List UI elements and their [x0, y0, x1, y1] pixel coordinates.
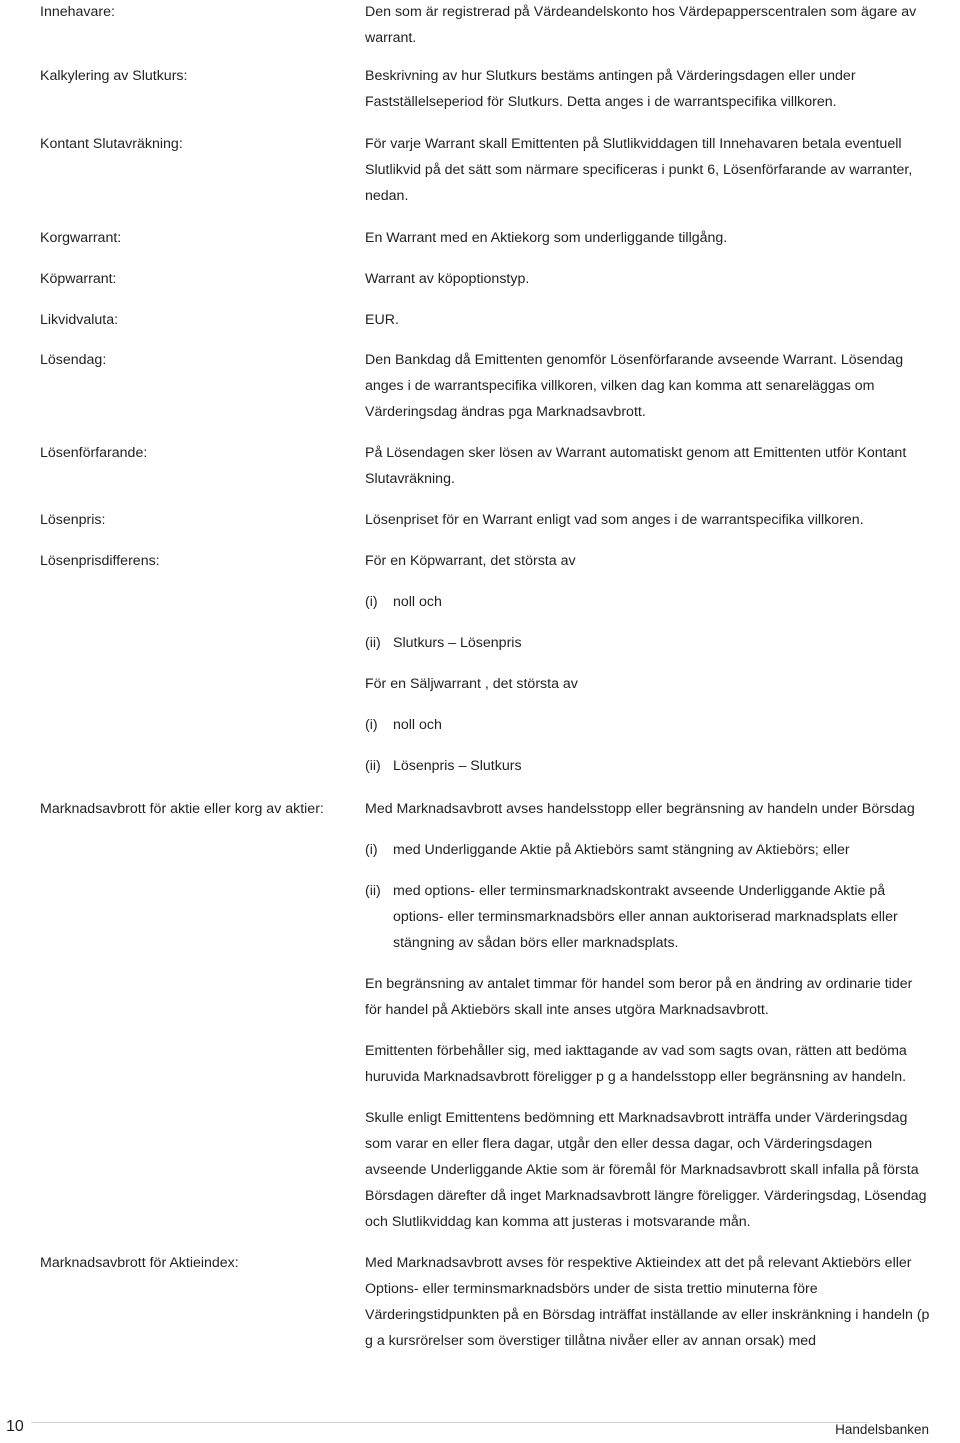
definition-text — [365, 307, 930, 333]
definition-paragraph: Den som är registrerad på Värdeandelskonto hos Värdepapperscentralen som ägare av warrant. — [365, 4, 917, 46]
definition-text — [365, 507, 930, 533]
definition-paragraph: Skulle enligt Emittentens bedömning ett Marknadsavbrott inträffa under Värderingsdag som varar en eller flera dagar, utgår den eller dessa dagar, och Värderingsdagen avseende Underliggande Aktie som är föremål för Marknadsavbrott skall infalla på första Börsdagen därefter då inget Marknadsavbrott längre föreligger. Värderingsdag, Lösendag och Slutlikviddag kan komma att justeras i motsvarande mån. — [365, 1110, 927, 1230]
list-item-number: (ii) — [365, 883, 381, 899]
definition-paragraph: En begränsning av antalet timmar för handel som beror på en ändring av ordinarie tider för handel på Aktiebörs skall inte anses utgöra Marknadsavbrott. — [365, 976, 913, 1018]
definition-paragraph: Beskrivning av hur Slutkurs bestäms antingen på Värderingsdagen eller under Fastställelseperiod för Slutkurs. Detta anges i de warrantspecifika villkoren. — [365, 68, 856, 110]
definition-paragraph: Den Bankdag då Emittenten genomför Lösenförfarande avseende Warrant. Lösendag anges i de warrantspecifika villkoren, vilken dag kan komma att senareläggas om Värderingsdag ändras pga Marknadsavbrott. — [365, 352, 904, 420]
definition-text — [365, 225, 930, 251]
list-item — [365, 837, 930, 863]
definition-paragraph: Lösenpriset för en Warrant enligt vad som anges i de warrantspecifika villkoren. — [365, 512, 864, 528]
term-label: Köpwarrant: — [40, 271, 117, 287]
term-label: Kalkylering av Slutkurs: — [40, 68, 188, 84]
definition-paragraph: En Warrant med en Aktiekorg som underliggande tillgång. — [365, 230, 728, 246]
term-label: Kontant Slutavräkning: — [40, 136, 183, 152]
definition-text — [365, 1250, 930, 1354]
term-label: Lösenprisdifferens: — [40, 553, 160, 569]
list-item — [365, 878, 930, 956]
definition-paragraph: För varje Warrant skall Emittenten på Slutlikviddagen till Innehavaren betala eventuell Slutlikvid på det sätt som närmare specificeras i punkt 6, Lösenförfarande av warranter, nedan. — [365, 136, 913, 204]
definition-text — [365, 440, 930, 492]
definition-paragraph: För en Säljwarrant , det största av — [365, 676, 578, 692]
footer-divider — [31, 1422, 869, 1423]
definition-text — [365, 63, 930, 115]
list-item-number: (i) — [365, 594, 378, 610]
definition-paragraph: Warrant av köpoptionstyp. — [365, 271, 530, 287]
definition-paragraph: För en Köpwarrant, det största av — [365, 553, 576, 569]
term-label: Lösendag: — [40, 352, 107, 368]
footer-brand: Handelsbanken — [835, 1422, 929, 1437]
list-item-text: Slutkurs – Lösenpris — [393, 635, 522, 651]
definition-paragraph: Med Marknadsavbrott avses handelsstopp eller begränsning av handeln under Börsdag — [365, 801, 915, 817]
list-item-text: med options- eller terminsmarknadskontrakt avseende Underliggande Aktie på options- eller terminsmarknadsbörs eller annan auktoriserad marknadsplats eller stängning av sådan börs eller marknadsplats. — [393, 883, 898, 951]
list-item — [365, 753, 930, 779]
page-number: 10 — [6, 1418, 24, 1435]
definition-paragraph: Med Marknadsavbrott avses för respektive Aktieindex att det på relevant Aktiebörs eller Options- eller terminsmarknadsbörs under de sista trettio minuterna före Värderingstidpunkten på en Börsdag inträffat inställande av eller inskränkning i handeln (p g a kursrörelser som överstiger tillåtna nivåer eller av annan orsak) med — [365, 1255, 930, 1349]
term-label: Innehavare: — [40, 4, 115, 20]
term-label: Marknadsavbrott för Aktieindex: — [40, 1255, 239, 1271]
term-label: Lösenförfarande: — [40, 445, 148, 461]
definition-text — [365, 796, 930, 1235]
definition-text — [365, 266, 930, 292]
definition-text — [365, 0, 930, 51]
definition-paragraph: På Lösendagen sker lösen av Warrant automatiskt genom att Emittenten utför Kontant Slutavräkning. — [365, 445, 907, 487]
list-item-text: noll och — [393, 717, 442, 733]
list-item — [365, 712, 930, 738]
term-label: Likvidvaluta: — [40, 312, 119, 328]
list-item-text: med Underliggande Aktie på Aktiebörs samt stängning av Aktiebörs; eller — [393, 842, 850, 858]
list-item-number: (i) — [365, 842, 378, 858]
list-item-text: Lösenpris – Slutkurs — [393, 758, 522, 774]
definition-paragraph: Emittenten förbehåller sig, med iakttagande av vad som sagts ovan, rätten att bedöma huruvida Marknadsavbrott föreligger p g a handelsstopp eller begränsning av handeln. — [365, 1043, 907, 1085]
list-item-text: noll och — [393, 594, 442, 610]
definition-text — [365, 131, 930, 209]
term-label: Lösenpris: — [40, 512, 106, 528]
list-item — [365, 630, 930, 656]
term-label: Marknadsavbrott för aktie eller korg av aktier: — [40, 801, 324, 817]
list-item-number: (i) — [365, 717, 378, 733]
definition-text — [365, 347, 930, 425]
definition-text — [365, 548, 930, 779]
definition-paragraph: EUR. — [365, 312, 399, 328]
list-item-number: (ii) — [365, 758, 381, 774]
list-item — [365, 589, 930, 615]
list-item-number: (ii) — [365, 635, 381, 651]
term-label: Korgwarrant: — [40, 230, 122, 246]
